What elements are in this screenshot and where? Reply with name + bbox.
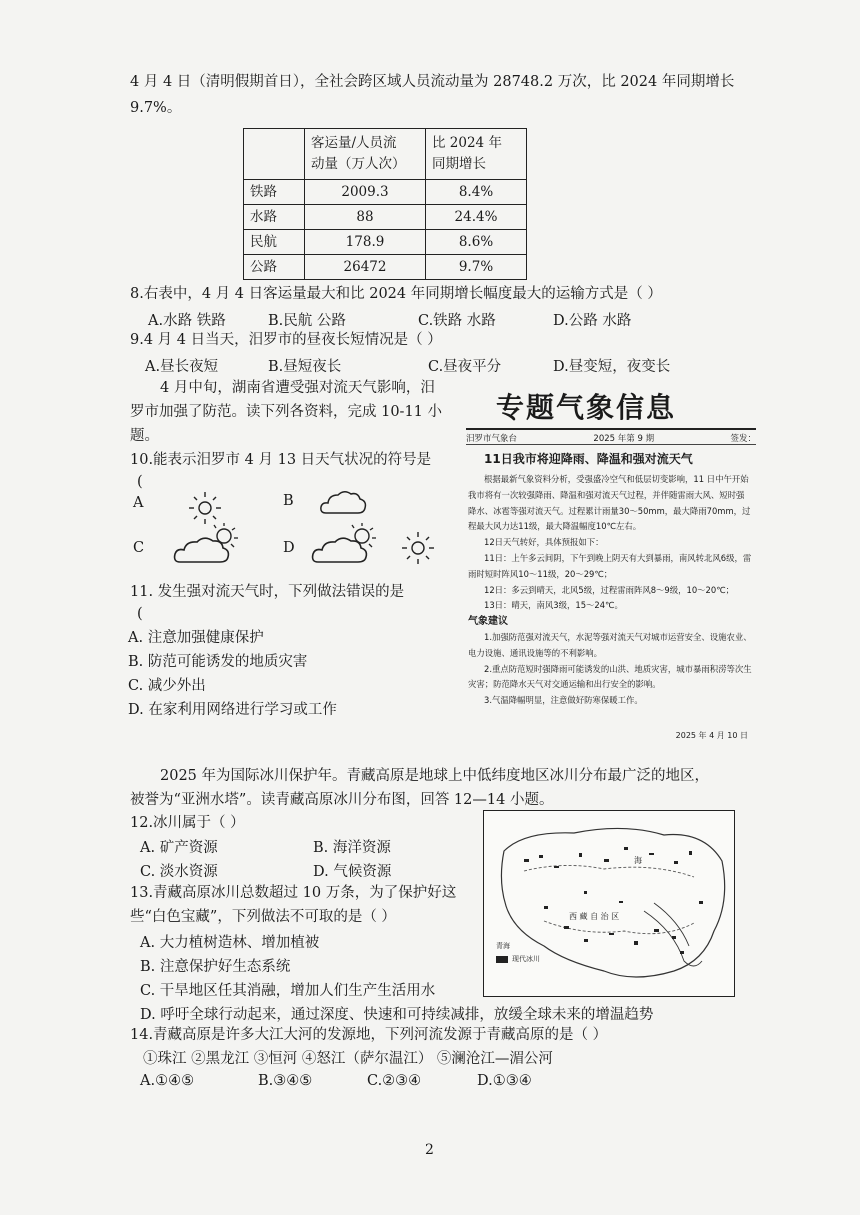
q11-option-d[interactable]: D. 在家利用网络进行学习或工作	[128, 702, 337, 718]
table-header-volume: 客运量/人员流 动量（万人次）	[305, 129, 426, 180]
table-cell-growth: 24.4%	[426, 205, 527, 230]
q13-option-b[interactable]: B. 注意保护好生态系统	[140, 959, 291, 975]
table-cell-growth: 8.6%	[426, 230, 527, 255]
table-cell-volume: 178.9	[305, 230, 426, 255]
weather-notice-issue: 2025 年第 9 期	[593, 434, 655, 444]
q8-option-c[interactable]: C.铁路 水路	[418, 313, 496, 329]
map-label-region: 西 藏 自 治 区	[569, 912, 620, 921]
passage2-line-2: 罗市加强了防范。读下列各资料，完成 10-11 小	[130, 404, 443, 420]
q8-option-a[interactable]: A.水路 铁路	[148, 313, 226, 329]
q12-option-c[interactable]: C. 淡水资源	[140, 864, 218, 880]
q9-stem: 9.4 月 4 日当天，汨罗市的昼夜长短情况是（ ）	[130, 332, 442, 348]
intro-line-1: 4 月 4 日（清明假期首日），全社会跨区域人员流动量为 28748.2 万次，比 2024 年同期增长	[130, 74, 735, 90]
cloudy-sunny-icon[interactable]	[310, 520, 382, 568]
weather-notice-headline: 11日我市将迎降雨、降温和强对流天气	[484, 452, 693, 466]
q12-option-b[interactable]: B. 海洋资源	[313, 840, 391, 856]
map-legend-glacier: 现代冰川	[512, 955, 540, 963]
table-cell-volume: 2009.3	[305, 180, 426, 205]
passage2-line-3: 题。	[130, 428, 159, 444]
weather-notice	[466, 380, 760, 750]
table-cell-volume: 88	[305, 205, 426, 230]
q13-stem-line-1: 13.青藏高原冰川总数超过 10 万条，为了保护好这	[130, 885, 457, 901]
q12-option-a[interactable]: A. 矿产资源	[140, 840, 218, 856]
table-cell-mode: 民航	[244, 230, 305, 255]
table-cell-growth: 9.7%	[426, 255, 527, 280]
weather-notice-advice: 3.气温降幅明显，注意做好防寒保暖工作。	[484, 695, 643, 706]
q14-stem: 14.青藏高原是许多大江大河的发源地，下列河流发源于青藏高原的是（ ）	[130, 1027, 608, 1043]
q11-paren: (	[137, 606, 143, 622]
weather-notice-rule	[466, 444, 756, 445]
map-label-sea: 海	[634, 856, 642, 865]
weather-notice-date: 2025 年 4 月 10 日	[675, 731, 748, 740]
q14-option-c[interactable]: C.②③④	[367, 1073, 422, 1089]
map-legend-label: 青海	[496, 942, 510, 950]
passenger-traffic-table	[243, 128, 527, 280]
passage2-line-1: 4 月中旬，湖南省遭受强对流天气影响，汨	[160, 380, 435, 396]
q14-option-b[interactable]: B.③④⑤	[258, 1073, 313, 1089]
q9-option-a[interactable]: A.昼长夜短	[145, 359, 219, 375]
passage3-line-1: 2025 年为国际冰川保护年。青藏高原是地球上中低纬度地区冰川分布最广泛的地区，	[160, 768, 710, 784]
table-cell-mode: 水路	[244, 205, 305, 230]
sun-icon[interactable]	[398, 528, 438, 568]
q14-option-a[interactable]: A.①④⑤	[140, 1073, 195, 1089]
glacier-distribution-map	[483, 810, 735, 997]
q8-option-d[interactable]: D.公路 水路	[553, 313, 632, 329]
table-cell-volume: 26472	[305, 255, 426, 280]
passage3-line-2: 被誉为“亚洲水塔”。读青藏高原冰川分布图，回答 12—14 小题。	[130, 792, 554, 808]
table-header-row	[244, 129, 527, 180]
q11-stem: 11. 发生强对流天气时，下列做法错误的是	[130, 584, 405, 600]
weather-notice-body	[468, 472, 752, 709]
table-row	[244, 180, 527, 205]
q14-rivers: ①珠江 ②黑龙江 ③恒河 ④怒江（萨尔温江） ⑤澜沧江—湄公河	[143, 1051, 553, 1067]
weather-notice-rule	[466, 428, 756, 430]
q11-option-a[interactable]: A. 注意加强健康保护	[128, 630, 264, 646]
q10-stem: 10.能表示汨罗市 4 月 13 日天气状况的符号是	[130, 452, 432, 468]
table-cell-mode: 公路	[244, 255, 305, 280]
q11-option-b[interactable]: B. 防范可能诱发的地质灾害	[128, 654, 308, 670]
page-number: 2	[425, 1142, 434, 1158]
weather-notice-title: 专题气象信息	[496, 391, 677, 424]
q10-paren: (	[137, 474, 143, 490]
weather-notice-day: 13日：晴天，南风3级，15～24℃。	[484, 600, 623, 611]
weather-notice-advice-title: 气象建议	[468, 616, 508, 628]
table-row	[244, 230, 527, 255]
q13-option-a[interactable]: A. 大力植树造林、增加植被	[140, 935, 320, 951]
weather-notice-day: 11日：上午多云间阴，下午到晚上阴天有大到暴雨，南风转北风6级，雷雨时短时阵风10～11级，20～29℃；	[468, 552, 752, 579]
q10-label-d: D	[283, 540, 295, 556]
weather-notice-day: 12日：多云到晴天，北风5级，过程雷雨阵风8～9级，10～20℃；	[484, 584, 734, 595]
weather-notice-para: 根据最新气象资料分析，受强盛冷空气和低层切变影响，11 日中午开始我市将有一次较强降雨、降温和强对流天气过程，并伴随雷雨大风、短时强降水、冰雹等强对流天气。过程累计雨量30～50mm，最大降雨70mm，过程最大风力达11级，最大降温幅度10℃左右。	[468, 474, 751, 532]
plateau-map-graphic	[484, 811, 734, 996]
weather-notice-issuer: 汨罗市气象台	[466, 434, 518, 444]
table-header-cell-empty	[244, 129, 305, 180]
q11-option-c[interactable]: C. 减少外出	[128, 678, 206, 694]
partly-cloudy-icon[interactable]	[172, 520, 244, 568]
table-row	[244, 255, 527, 280]
q13-option-c[interactable]: C. 干旱地区任其消融，增加人们生产生活用水	[140, 983, 436, 999]
q10-label-a: A	[133, 495, 144, 511]
table-row	[244, 205, 527, 230]
q8-stem: 8.右表中，4 月 4 日客运量最大和比 2024 年同期增长幅度最大的运输方式是（ ）	[130, 286, 662, 302]
intro-line-2: 9.7%。	[130, 100, 182, 116]
weather-notice-advice: 2.重点防范短时强降雨可能诱发的山洪、地质灾害，城市暴雨积涝等次生灾害；防范降水天气对交通运输和出行安全的影响。	[468, 663, 752, 690]
q12-stem: 12.冰川属于（ ）	[130, 815, 245, 831]
weather-notice-meta	[466, 432, 756, 444]
q9-option-b[interactable]: B.昼短夜长	[268, 359, 342, 375]
table-cell-growth: 8.4%	[426, 180, 527, 205]
q13-stem-line-2: 些“白色宝藏”，下列做法不可取的是（ ）	[130, 909, 396, 925]
table-cell-mode: 铁路	[244, 180, 305, 205]
q13-option-d[interactable]: D. 呼吁全球行动起来，通过深度、快速和可持续减排，放缓全球未来的增温趋势	[140, 1007, 654, 1023]
q14-option-d[interactable]: D.①③④	[477, 1073, 532, 1089]
q8-option-b[interactable]: B.民航 公路	[268, 313, 346, 329]
table-header-growth: 比 2024 年 同期增长	[426, 129, 527, 180]
cloudy-icon[interactable]	[318, 485, 368, 519]
q10-label-c: C	[133, 540, 145, 556]
weather-notice-sub: 12日天气转好，具体预报如下：	[484, 537, 604, 548]
weather-notice-signer: 签发：	[730, 434, 756, 444]
weather-notice-advice: 1.加强防范强对流天气，水泥等强对流天气对城市运营安全、设施农业、电力设施、通讯设施等的不利影响。	[468, 631, 752, 658]
q9-option-d[interactable]: D.昼变短，夜变长	[553, 359, 671, 375]
q10-label-b: B	[283, 493, 294, 509]
q9-option-c[interactable]: C.昼夜平分	[428, 359, 502, 375]
q12-option-d[interactable]: D. 气候资源	[313, 864, 392, 880]
